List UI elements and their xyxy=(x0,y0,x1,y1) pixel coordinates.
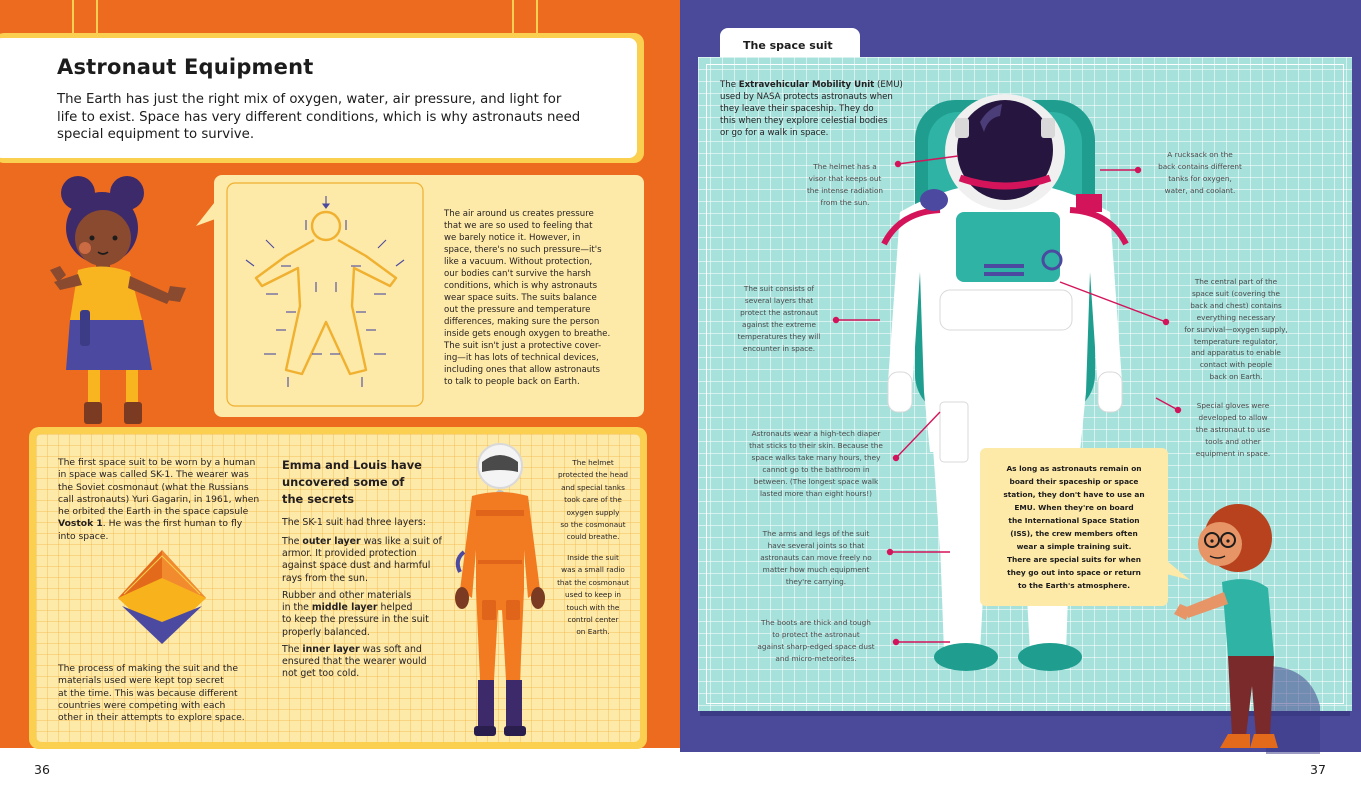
annotation-joints: The arms and legs of the suit have several joints so that astronauts can move freely no matter how much equipment they're carrying. xyxy=(760,529,872,586)
right-page-number: 37 xyxy=(1310,762,1326,777)
radio-note: Inside the suit was a small radio that the cosmonaut used to keep in touch with the control center on Earth. xyxy=(557,553,629,637)
pressure-diagram xyxy=(226,182,424,407)
inner-layer-text: The inner layer was soft and ensured that the wearer would not get too cold. xyxy=(282,644,427,680)
outer-layer-text: The outer layer was like a suit of armor. It provided protection against space dust and harmful rays from the sun. xyxy=(282,536,442,584)
secrets-heading: Emma and Louis have uncovered some of the secrets xyxy=(282,458,422,506)
annotation-rucksack: A rucksack on the back contains different tanks for oxygen, water, and coolant. xyxy=(1158,150,1242,195)
sk1-paragraph-1: The first space suit to be worn by a human in space was called SK-1. The wearer was the Soviet cosmonaut (what the Russians call astronauts) Yuri Gagarin, in 1961, when he orbited the Earth in the space capsule Vostok 1. He was the first human to fly into space. xyxy=(58,457,260,542)
girl-illustration xyxy=(40,170,210,430)
annotation-helmet: The helmet has a visor that keeps out the intense radiation from the sun. xyxy=(806,162,884,207)
pressure-text: The air around us creates pressure that we are so used to feeling that we barely notice it. However, in space, there's no such pressure—it's like a vacuum. Without protection, our bodies can't survive the harsh conditions, which is why astronauts wear space suits. The suits balance out the pressure and temperature differences, making sure the person inside gets enough oxygen to breathe. The suit isn't just a protective cover- ing—it has lots of technical devices, including ones that allow astronauts to talk to people back on Earth. xyxy=(444,209,611,387)
fabric-pyramid-illustration xyxy=(108,548,216,644)
page-title: Astronaut Equipment xyxy=(57,55,314,79)
boy-illustration xyxy=(1170,496,1320,754)
sk1-suit-illustration xyxy=(448,440,553,740)
emu-intro: The Extravehicular Mobility Unit (EMU) used by NASA protects astronauts when they leave their spaceship. They do this when they explore celestial bodies or go for a walk in space. xyxy=(720,80,903,139)
middle-layer-text: Rubber and other materials in the middle layer helped to keep the pressure in the suit properly balanced. xyxy=(282,590,429,638)
annotation-gloves: Special gloves were developed to allow the astronaut to use tools and other equipment in space. xyxy=(1195,401,1271,458)
decor-lines xyxy=(512,0,538,36)
right-page-footer xyxy=(680,752,1361,794)
decor-lines xyxy=(72,0,98,36)
annotation-central: The central part of the space suit (covering the back and chest) contains everything necessary for survival—oxygen supply, temperature regulator, and apparatus to enable contact with people back on Earth. xyxy=(1184,277,1288,382)
helmet-note: The helmet protected the head and special tanks took care of the oxygen supply so the cosmonaut could breathe. xyxy=(557,458,629,542)
sk1-paragraph-2: The process of making the suit and the materials used were kept top secret at the time. This was because different countries were competing with each other in their attempts to explore space. xyxy=(58,663,245,724)
left-page-number: 36 xyxy=(34,762,50,777)
left-page-footer xyxy=(0,748,680,794)
annotation-boots: The boots are thick and tough to protect the astronaut against sharp-edged space dust and micro-meteorites. xyxy=(757,618,875,663)
layers-intro: The SK-1 suit had three layers: xyxy=(282,517,426,528)
speech-pointer xyxy=(196,198,218,228)
annotation-layers: The suit consists of several layers that protect the astronaut against the extreme temperatures they will encounter in space. xyxy=(737,284,821,353)
intro-text: The Earth has just the right mix of oxygen, water, air pressure, and light for life to exist. Space has very different conditions, which is why astronauts need special equipment to survive. xyxy=(57,92,581,142)
speech-text: As long as astronauts remain on board their spaceship or space station, they don't have to use an EMU. When they're on board the International Space Station (ISS), the crew members often wear a simple training suit. There are special suits for when they go out into space or return to the Earth's atmosphere. xyxy=(1003,464,1145,590)
tab-label: The space suit xyxy=(743,39,833,52)
annotation-diaper: Astronauts wear a high-tech diaper that sticks to their skin. Because the space walks take many hours, they cannot go to the bathroom in between. (The longest space walk lasted more than eight hours!) xyxy=(749,429,883,498)
